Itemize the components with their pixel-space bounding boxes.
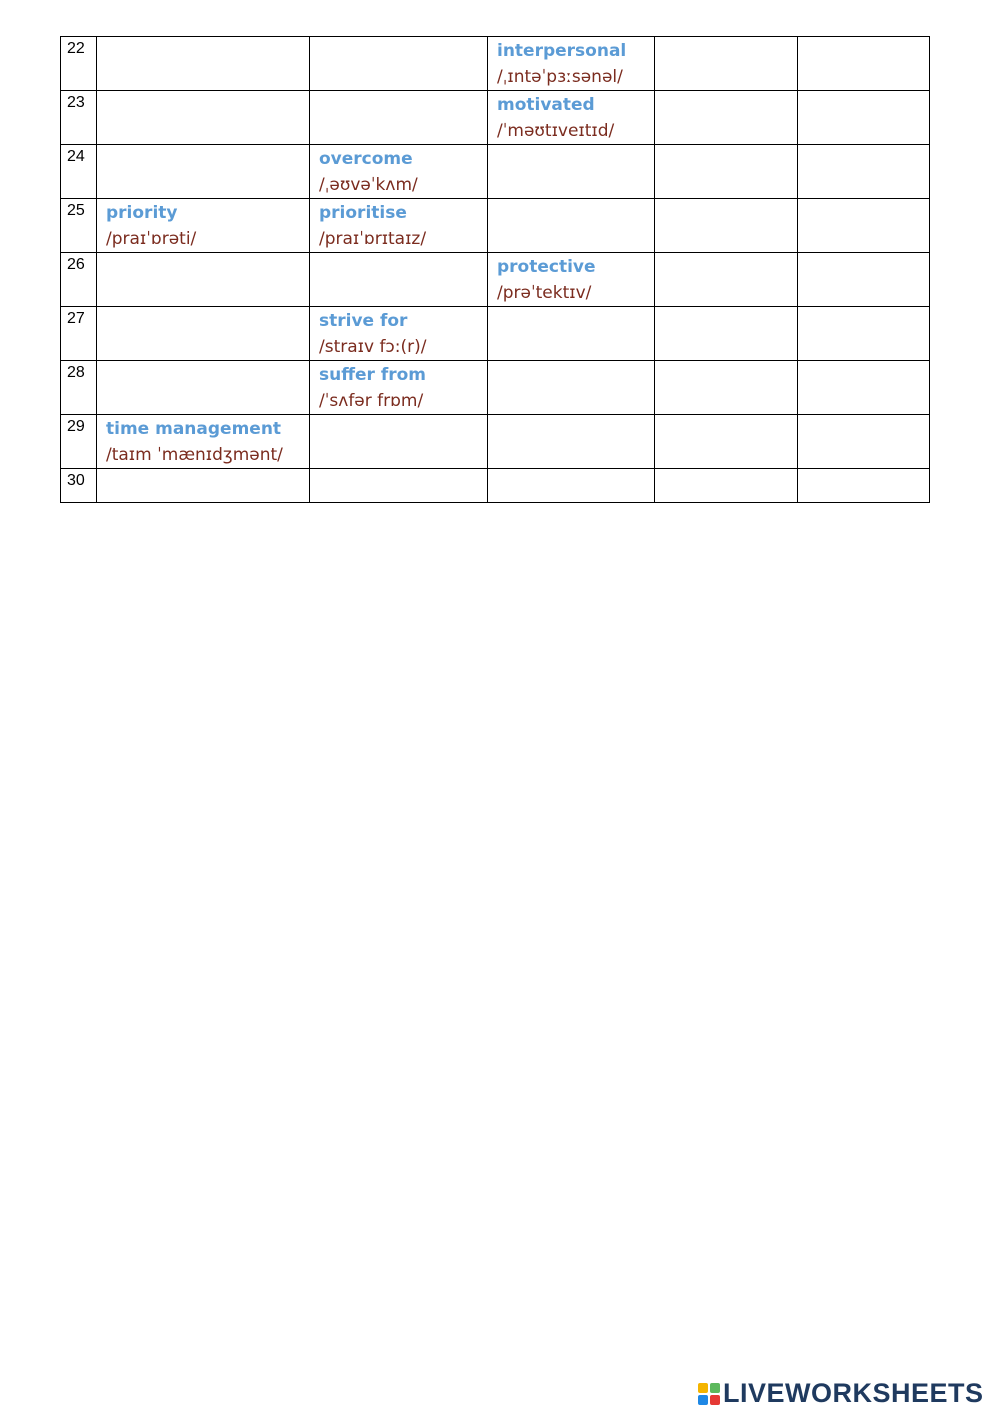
- table-cell: [798, 469, 930, 503]
- table-cell: [655, 199, 798, 253]
- table-cell: [97, 199, 310, 253]
- table-cell: [488, 415, 655, 469]
- table-cell: [97, 145, 310, 199]
- table-cell: [310, 91, 488, 145]
- vocab-word: protective: [497, 257, 596, 277]
- vocab-word: strive for: [319, 311, 408, 331]
- table-cell: [97, 361, 310, 415]
- table-cell: [798, 199, 930, 253]
- table-cell: [310, 415, 488, 469]
- table-cell: [488, 199, 655, 253]
- liveworksheets-logo-icon: [698, 1383, 720, 1405]
- table-row: [61, 307, 930, 361]
- row-number: 30: [61, 469, 97, 503]
- vocab-entry: [97, 415, 309, 468]
- table-cell: [310, 469, 488, 503]
- vocab-pronunciation: /straɪv fɔ:(r)/: [319, 337, 427, 357]
- table-cell: [97, 253, 310, 307]
- vocabulary-table: [60, 36, 930, 503]
- vocab-entry: [310, 307, 487, 360]
- table-cell: [798, 253, 930, 307]
- table-cell: [798, 145, 930, 199]
- table-cell: [655, 91, 798, 145]
- table-cell: [310, 307, 488, 361]
- vocab-word: interpersonal: [497, 41, 627, 61]
- table-cell: [97, 415, 310, 469]
- table-cell: [798, 91, 930, 145]
- table-cell: [310, 199, 488, 253]
- vocab-pronunciation: /taɪm ˈmænɪdʒmənt/: [106, 445, 283, 465]
- vocab-pronunciation: /ˈməʊtɪveɪtɪd/: [497, 121, 615, 141]
- table-row: [61, 199, 930, 253]
- table-cell: [655, 469, 798, 503]
- table-cell: [97, 307, 310, 361]
- vocab-entry: [310, 361, 487, 414]
- vocab-pronunciation: /praɪˈɒrəti/: [106, 229, 197, 249]
- table-cell: [655, 307, 798, 361]
- vocab-entry: [488, 91, 654, 144]
- row-number: 22: [61, 37, 97, 91]
- vocab-word: motivated: [497, 95, 595, 115]
- vocab-entry: [488, 37, 654, 90]
- table-cell: [655, 361, 798, 415]
- vocab-entry: [97, 199, 309, 252]
- vocab-pronunciation: /ˌəʊvəˈkʌm/: [319, 175, 418, 195]
- liveworksheets-logo: [698, 1378, 984, 1409]
- row-number: 25: [61, 199, 97, 253]
- table-cell: [488, 145, 655, 199]
- row-number: 27: [61, 307, 97, 361]
- table-cell: [488, 91, 655, 145]
- table-cell: [655, 37, 798, 91]
- vocab-entry: [488, 253, 654, 306]
- row-number: 24: [61, 145, 97, 199]
- table-row: [61, 91, 930, 145]
- table-cell: [97, 91, 310, 145]
- vocab-word: overcome: [319, 149, 413, 169]
- table-cell: [97, 37, 310, 91]
- row-number: 23: [61, 91, 97, 145]
- table-cell: [488, 307, 655, 361]
- table-row: [61, 361, 930, 415]
- table-cell: [798, 37, 930, 91]
- table-cell: [310, 145, 488, 199]
- vocab-entry: [310, 199, 487, 252]
- vocab-word: prioritise: [319, 203, 407, 223]
- table-cell: [655, 415, 798, 469]
- table-cell: [488, 469, 655, 503]
- vocab-pronunciation: /ˌɪntəˈpɜːsənəl/: [497, 67, 623, 87]
- row-number: 26: [61, 253, 97, 307]
- table-cell: [798, 361, 930, 415]
- table-cell: [488, 361, 655, 415]
- row-number: 29: [61, 415, 97, 469]
- vocab-word: time management: [106, 419, 282, 439]
- table-cell: [655, 145, 798, 199]
- table-cell: [798, 415, 930, 469]
- vocab-entry: [310, 145, 487, 198]
- vocab-pronunciation: /praɪˈɒrɪtaɪz/: [319, 229, 427, 249]
- table-cell: [310, 37, 488, 91]
- logo-text: LIVEWORKSHEETS: [723, 1378, 984, 1408]
- table-cell: [310, 253, 488, 307]
- table-cell: [488, 37, 655, 91]
- table-row: [61, 415, 930, 469]
- table-cell: [310, 361, 488, 415]
- table-row: [61, 145, 930, 199]
- vocab-word: suffer from: [319, 365, 426, 385]
- table-cell: [97, 469, 310, 503]
- table-row: [61, 253, 930, 307]
- table-cell: [655, 253, 798, 307]
- table-cell: [488, 253, 655, 307]
- vocab-pronunciation: /prəˈtektɪv/: [497, 283, 592, 303]
- vocab-word: priority: [106, 203, 178, 223]
- table-cell: [798, 307, 930, 361]
- row-number: 28: [61, 361, 97, 415]
- table-row: [61, 37, 930, 91]
- vocab-pronunciation: /ˈsʌfər frɒm/: [319, 391, 424, 411]
- table-row: [61, 469, 930, 503]
